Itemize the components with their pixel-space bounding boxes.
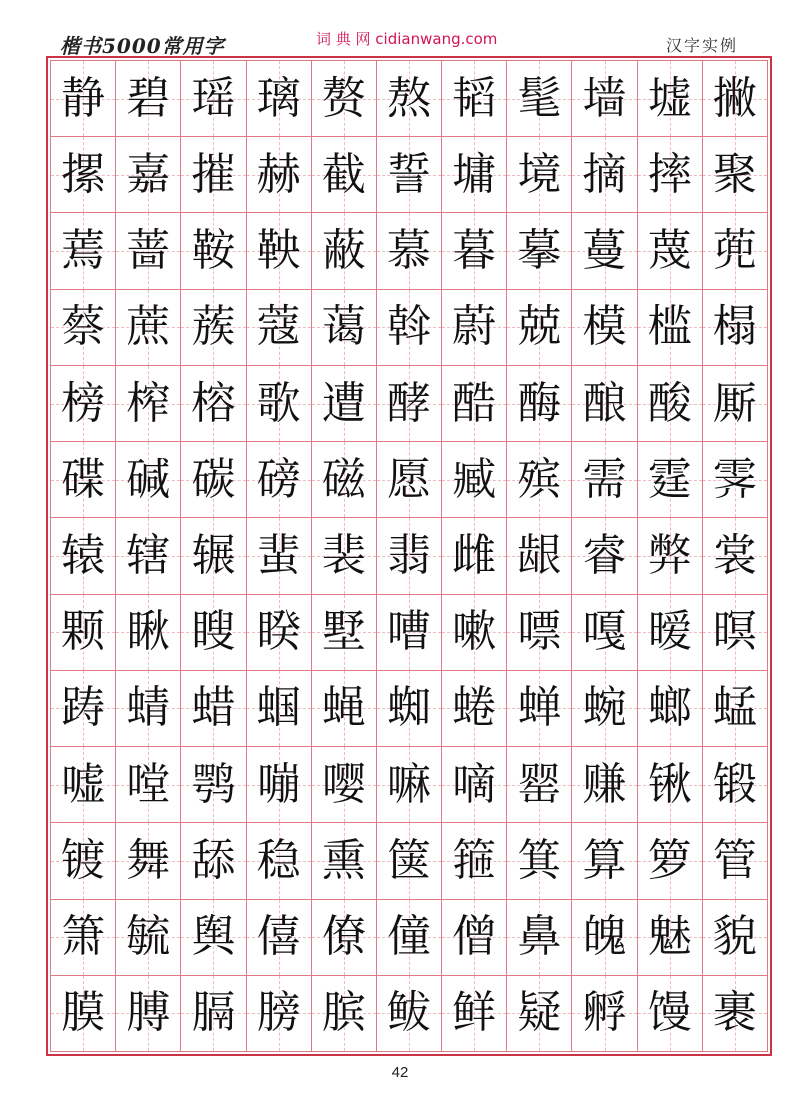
character: 碱	[126, 453, 171, 505]
grid-cell	[247, 747, 312, 823]
grid-cell	[377, 671, 442, 747]
grid-cell	[442, 823, 507, 899]
grid-cell	[181, 900, 246, 976]
grid-cell	[638, 518, 703, 594]
grid-cell	[638, 900, 703, 976]
character: 摞	[61, 148, 106, 200]
character: 碳	[191, 453, 236, 505]
page-number: 42	[391, 1064, 409, 1081]
grid-cell	[116, 442, 181, 518]
character: 睽	[256, 606, 301, 658]
character: 墙	[582, 72, 627, 124]
character: 酷	[452, 377, 497, 429]
grid-cell	[638, 671, 703, 747]
grid-cell	[377, 595, 442, 671]
character: 鲜	[452, 987, 497, 1039]
grid-cell	[116, 976, 181, 1052]
character: 鞍	[191, 225, 236, 277]
grid-cell	[247, 213, 312, 289]
character: 箍	[452, 834, 497, 886]
grid-cell	[51, 900, 116, 976]
grid-cell	[181, 747, 246, 823]
grid-cell	[638, 442, 703, 518]
grid-cell	[442, 290, 507, 366]
grid-cell	[507, 823, 572, 899]
character: 裴	[321, 529, 366, 581]
character: 嘘	[61, 758, 106, 810]
character: 斡	[386, 301, 431, 353]
character: 蜡	[191, 682, 236, 734]
grid-cell	[312, 900, 377, 976]
character: 裳	[712, 529, 757, 581]
character: 蔻	[256, 301, 301, 353]
character: 蜢	[712, 682, 757, 734]
grid-cell	[312, 747, 377, 823]
grid-cell	[572, 595, 637, 671]
grid-cell	[312, 366, 377, 442]
character: 蔽	[321, 225, 366, 277]
grid-cell	[116, 747, 181, 823]
grid-cell	[703, 61, 768, 137]
character: 蔼	[321, 301, 366, 353]
grid-cell	[312, 595, 377, 671]
grid-cell	[377, 137, 442, 213]
grid-cell	[116, 595, 181, 671]
character: 蔡	[61, 301, 106, 353]
grid-cell	[116, 518, 181, 594]
grid-cell	[507, 976, 572, 1052]
character: 辗	[191, 529, 236, 581]
grid-cell	[51, 442, 116, 518]
character: 僮	[386, 911, 431, 963]
grid-cell	[377, 366, 442, 442]
character: 鞅	[256, 225, 301, 277]
grid-cell	[572, 671, 637, 747]
character: 龈	[517, 529, 562, 581]
character: 膊	[126, 987, 171, 1039]
character-grid	[50, 60, 768, 1052]
character: 暧	[647, 606, 692, 658]
character: 璃	[256, 72, 301, 124]
grid-cell	[181, 442, 246, 518]
character: 酿	[582, 377, 627, 429]
character: 锻	[712, 758, 757, 810]
grid-cell	[442, 671, 507, 747]
character: 膜	[61, 987, 106, 1039]
grid-cell	[51, 976, 116, 1052]
grid-cell	[572, 213, 637, 289]
grid-cell	[181, 61, 246, 137]
character: 蝉	[517, 682, 562, 734]
grid-cell	[442, 137, 507, 213]
character: 磁	[321, 453, 366, 505]
character: 辕	[61, 529, 106, 581]
character: 熏	[321, 834, 366, 886]
watermark-link[interactable]: 词 典 网 cidianwang.com	[316, 30, 498, 48]
grid-cell	[442, 61, 507, 137]
grid-cell	[703, 518, 768, 594]
character: 慕	[386, 225, 431, 277]
grid-cell	[377, 823, 442, 899]
character: 愿	[386, 453, 431, 505]
character: 瞍	[191, 606, 236, 658]
grid-cell	[312, 823, 377, 899]
character: 蜻	[126, 682, 171, 734]
grid-cell	[703, 747, 768, 823]
grid-cell	[638, 213, 703, 289]
character: 墉	[452, 148, 497, 200]
character: 蜘	[386, 682, 431, 734]
character: 赫	[256, 148, 301, 200]
character: 需	[582, 453, 627, 505]
character: 镀	[61, 834, 106, 886]
grid-cell	[507, 747, 572, 823]
character: 撇	[712, 72, 757, 124]
character: 疑	[517, 987, 562, 1039]
character: 截	[321, 148, 366, 200]
character: 摧	[191, 148, 236, 200]
grid-cell	[312, 61, 377, 137]
character: 模	[582, 301, 627, 353]
character: 魄	[582, 911, 627, 963]
grid-cell	[703, 442, 768, 518]
grid-cell	[703, 213, 768, 289]
grid-cell	[312, 671, 377, 747]
grid-cell	[377, 976, 442, 1052]
grid-cell	[507, 366, 572, 442]
grid-cell	[181, 595, 246, 671]
character: 臧	[452, 453, 497, 505]
character: 膀	[256, 987, 301, 1039]
character: 舔	[191, 834, 236, 886]
character: 摔	[647, 148, 692, 200]
grid-cell	[703, 671, 768, 747]
character: 睿	[582, 529, 627, 581]
grid-cell	[638, 61, 703, 137]
grid-cell	[703, 290, 768, 366]
character: 蜿	[582, 682, 627, 734]
character: 辖	[126, 529, 171, 581]
character: 弊	[647, 529, 692, 581]
grid-cell	[51, 137, 116, 213]
grid-cell	[442, 518, 507, 594]
character: 静	[61, 72, 106, 124]
character: 兢	[517, 301, 562, 353]
grid-cell	[312, 213, 377, 289]
grid-cell	[181, 823, 246, 899]
character: 瑶	[191, 72, 236, 124]
grid-cell	[181, 290, 246, 366]
grid-cell	[51, 290, 116, 366]
character: 蔷	[126, 225, 171, 277]
grid-cell	[51, 595, 116, 671]
grid-cell	[247, 595, 312, 671]
character: 榻	[712, 301, 757, 353]
character: 蝈	[256, 682, 301, 734]
character: 摘	[582, 148, 627, 200]
grid-cell	[51, 366, 116, 442]
grid-cell	[703, 595, 768, 671]
grid-cell	[572, 976, 637, 1052]
grid-cell	[312, 137, 377, 213]
grid-cell	[312, 976, 377, 1052]
character: 蔑	[647, 225, 692, 277]
character: 翡	[386, 529, 431, 581]
character: 雌	[452, 529, 497, 581]
character: 嘌	[517, 606, 562, 658]
character: 鹗	[191, 758, 236, 810]
grid-cell	[507, 595, 572, 671]
grid-cell	[181, 671, 246, 747]
grid-cell	[572, 442, 637, 518]
grid-cell	[51, 213, 116, 289]
character: 蔫	[61, 225, 106, 277]
grid-cell	[51, 823, 116, 899]
character: 髦	[517, 72, 562, 124]
grid-cell	[116, 290, 181, 366]
grid-cell	[572, 366, 637, 442]
grid-cell	[638, 976, 703, 1052]
character: 赘	[321, 72, 366, 124]
character: 箧	[386, 834, 431, 886]
character: 歌	[256, 377, 301, 429]
character: 箫	[61, 911, 106, 963]
character: 僧	[452, 911, 497, 963]
grid-cell	[442, 595, 507, 671]
character: 蜚	[256, 529, 301, 581]
character: 踌	[61, 682, 106, 734]
grid-cell	[116, 366, 181, 442]
character: 酵	[386, 377, 431, 429]
grid-cell	[312, 518, 377, 594]
grid-cell	[377, 213, 442, 289]
character: 魅	[647, 911, 692, 963]
grid-cell	[247, 518, 312, 594]
grid-cell	[247, 61, 312, 137]
grid-cell	[638, 823, 703, 899]
character: 嗽	[452, 606, 497, 658]
character: 蔓	[582, 225, 627, 277]
grid-cell	[703, 137, 768, 213]
grid-cell	[638, 137, 703, 213]
character: 碟	[61, 453, 106, 505]
character: 蔸	[712, 225, 757, 277]
character: 榕	[191, 377, 236, 429]
grid-cell	[116, 137, 181, 213]
grid-cell	[572, 900, 637, 976]
character: 蝇	[321, 682, 366, 734]
section-title: 汉字实例	[666, 36, 739, 55]
grid-cell	[51, 61, 116, 137]
character: 膑	[321, 987, 366, 1039]
grid-cell	[247, 976, 312, 1052]
grid-cell	[507, 137, 572, 213]
character: 遭	[321, 377, 366, 429]
character: 暮	[452, 225, 497, 277]
grid-cell	[116, 671, 181, 747]
grid-cell	[247, 671, 312, 747]
grid-cell	[181, 518, 246, 594]
grid-cell	[507, 518, 572, 594]
character: 蔟	[191, 301, 236, 353]
character: 蔗	[126, 301, 171, 353]
character: 殡	[517, 453, 562, 505]
character: 榜	[61, 377, 106, 429]
character: 墟	[647, 72, 692, 124]
grid-cell	[507, 213, 572, 289]
grid-cell	[51, 747, 116, 823]
grid-cell	[312, 290, 377, 366]
character: 毓	[126, 911, 171, 963]
character: 赚	[582, 758, 627, 810]
grid-cell	[572, 518, 637, 594]
character: 嘛	[386, 758, 431, 810]
grid-cell	[442, 442, 507, 518]
character: 箕	[517, 834, 562, 886]
grid-cell	[703, 366, 768, 442]
character: 酶	[517, 377, 562, 429]
grid-cell	[116, 61, 181, 137]
grid-cell	[181, 137, 246, 213]
character: 磅	[256, 453, 301, 505]
grid-cell	[377, 290, 442, 366]
grid-cell	[116, 823, 181, 899]
grid-cell	[572, 290, 637, 366]
character: 蜷	[452, 682, 497, 734]
character: 罂	[517, 758, 562, 810]
grid-cell	[442, 900, 507, 976]
grid-cell	[703, 976, 768, 1052]
grid-cell	[442, 747, 507, 823]
grid-cell	[638, 595, 703, 671]
character: 膈	[191, 987, 236, 1039]
grid-cell	[572, 747, 637, 823]
character: 嘈	[386, 606, 431, 658]
grid-cell	[312, 442, 377, 518]
grid-cell	[507, 900, 572, 976]
character: 稳	[256, 834, 301, 886]
character: 暝	[712, 606, 757, 658]
grid-cell	[638, 747, 703, 823]
grid-cell	[181, 976, 246, 1052]
character: 榨	[126, 377, 171, 429]
character: 霆	[647, 453, 692, 505]
character: 墅	[321, 606, 366, 658]
character: 熬	[386, 72, 431, 124]
grid-cell	[247, 290, 312, 366]
character: 裹	[712, 987, 757, 1039]
character: 酸	[647, 377, 692, 429]
grid-cell	[507, 671, 572, 747]
grid-cell	[247, 366, 312, 442]
grid-cell	[377, 747, 442, 823]
character: 誓	[386, 148, 431, 200]
character: 摹	[517, 225, 562, 277]
grid-cell	[181, 213, 246, 289]
character: 鲅	[386, 987, 431, 1039]
grid-cell	[377, 518, 442, 594]
grid-cell	[442, 366, 507, 442]
grid-cell	[638, 366, 703, 442]
character: 瞅	[126, 606, 171, 658]
character: 嘀	[452, 758, 497, 810]
character: 馒	[647, 987, 692, 1039]
character: 蔚	[452, 301, 497, 353]
character: 舆	[191, 911, 236, 963]
grid-cell	[116, 213, 181, 289]
grid-cell	[703, 823, 768, 899]
grid-cell	[377, 900, 442, 976]
grid-cell	[703, 900, 768, 976]
character: 碧	[126, 72, 171, 124]
grid-cell	[51, 518, 116, 594]
grid-cell	[116, 900, 181, 976]
book-title: 楷书5000常用字	[60, 34, 225, 58]
grid-cell	[507, 61, 572, 137]
character: 管	[712, 834, 757, 886]
grid-cell	[181, 366, 246, 442]
character: 嘉	[126, 148, 171, 200]
character: 境	[517, 148, 562, 200]
grid-cell	[247, 900, 312, 976]
character: 舞	[126, 834, 171, 886]
grid-cell	[572, 61, 637, 137]
grid-cell	[247, 137, 312, 213]
character: 聚	[712, 148, 757, 200]
character: 嘎	[582, 606, 627, 658]
character: 算	[582, 834, 627, 886]
grid-cell	[51, 671, 116, 747]
character: 霁	[712, 453, 757, 505]
character: 嘤	[321, 758, 366, 810]
character: 箩	[647, 834, 692, 886]
character: 貌	[712, 911, 757, 963]
character: 僖	[256, 911, 301, 963]
character: 嘡	[126, 758, 171, 810]
character: 僚	[321, 911, 366, 963]
grid-cell	[638, 290, 703, 366]
character: 嘣	[256, 758, 301, 810]
character: 螂	[647, 682, 692, 734]
grid-cell	[507, 290, 572, 366]
character: 锹	[647, 758, 692, 810]
character: 孵	[582, 987, 627, 1039]
grid-cell	[572, 137, 637, 213]
grid-cell	[507, 442, 572, 518]
character: 颗	[61, 606, 106, 658]
grid-cell	[247, 442, 312, 518]
character: 鼻	[517, 911, 562, 963]
grid-cell	[572, 823, 637, 899]
grid-cell	[377, 442, 442, 518]
grid-cell	[377, 61, 442, 137]
grid-cell	[247, 823, 312, 899]
character: 槛	[647, 301, 692, 353]
grid-cell	[442, 976, 507, 1052]
grid-cell	[442, 213, 507, 289]
character: 厮	[712, 377, 757, 429]
character: 韬	[452, 72, 497, 124]
